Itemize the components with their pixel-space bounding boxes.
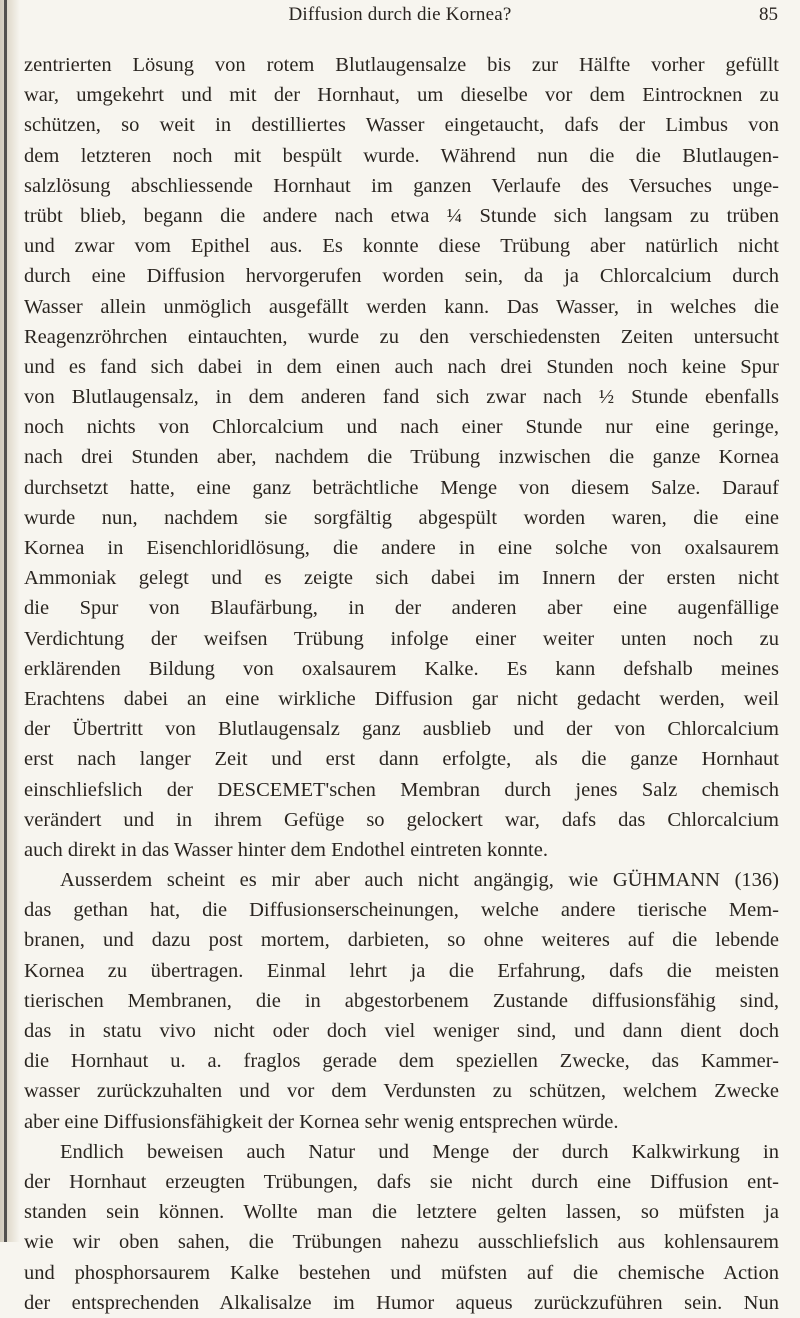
text-line: verändert und in ihrem Gefüge so gelockert war, dafs das Chlorcalcium [24,808,779,831]
text-line: dem letzteren noch mit bespült wurde. Während nun die die Blutlaugen- [24,144,779,167]
text-line: aber eine Diffusionsfähigkeit der Kornea sehr wenig entsprechen würde. [24,1110,619,1133]
text-line: Endlich beweisen auch Natur und Menge der durch Kalkwirkung in [60,1140,779,1163]
text-line: Verdichtung der weifsen Trübung infolge einer weiter unten noch zu [24,627,779,650]
text-line: und phosphorsaurem Kalke bestehen und müfsten auf die chemische Action [24,1261,779,1284]
text-line: durchsetzt hatte, eine ganz beträchtliche Menge von diesem Salze. Darauf [24,476,779,499]
text-line: das gethan hat, die Diffusionserscheinungen, welche andere tierische Mem- [24,899,779,922]
text-line: erst nach langer Zeit und erst dann erfolgte, als die ganze Hornhaut [24,748,779,771]
text-line: schützen, so weit in destilliertes Wasser eingetaucht, dafs der Limbus von [24,114,779,137]
text-line: der Hornhaut erzeugten Trübungen, dafs sie nicht durch eine Diffusion ent- [24,1170,779,1193]
text-line: die Hornhaut u. a. fraglos gerade dem speziellen Zwecke, das Kammer- [24,1050,779,1073]
text-line: der entsprechenden Alkalisalze im Humor aqueus zurückzuführen sein. Nun [24,1291,779,1314]
text-line: das in statu vivo nicht oder doch viel weniger sind, und dann dient doch [24,1020,779,1042]
text-line: branen, und dazu post mortem, darbieten, so ohne weiteres auf die lebende [24,929,779,952]
page-number: 85 [759,4,778,25]
text-line: wurde nun, nachdem sie sorgfältig abgespült worden waren, die eine [24,506,779,529]
text-line: Reagenzröhrchen eintauchten, wurde zu den verschiedensten Zeiten untersucht [24,325,779,348]
binding-gutter [0,0,20,1242]
text-line: wasser zurückzuhalten und vor dem Verdunsten zu schützen, welchem Zwecke [24,1080,779,1103]
text-line: und zwar vom Epithel aus. Es konnte diese Trübung aber natürlich nicht [24,235,779,258]
text-line: Wasser allein unmöglich ausgefällt werden kann. Das Wasser, in welches die [24,295,779,318]
text-line: noch nichts von Chlorcalcium und nach einer Stunde nur eine geringe, [24,416,779,439]
text-line: und es fand sich dabei in dem einen auch nach drei Stunden noch keine Spur [24,355,779,378]
running-title: Diffusion durch die Kornea? [288,4,512,25]
page-header [22,4,778,34]
text-line: durch eine Diffusion hervorgerufen worden sein, da ja Chlorcalcium durch [24,265,779,288]
text-line: wie wir oben sahen, die Trübungen nahezu ausschliefslich aus kohlensaurem [24,1231,779,1254]
text-line: standen sein können. Wollte man die letztere gelten lassen, so müfsten ja [24,1201,779,1224]
text-line: Ammoniak gelegt und es zeigte sich dabei im Innern der ersten nicht [24,567,779,590]
text-line: Erachtens dabei an eine wirkliche Diffusion gar nicht gedacht werden, weil [24,687,779,710]
text-line: Kornea zu übertragen. Einmal lehrt ja die Erfahrung, dafs die meisten [24,959,779,982]
text-line: war, umgekehrt und mit der Hornhaut, um dieselbe vor dem Eintrocknen zu [24,84,779,107]
body-text [24,50,779,1318]
text-line: nach drei Stunden aber, nachdem die Trübung inzwischen die ganze Kornea [24,446,779,469]
text-line: Ausserdem scheint es mir aber auch nicht angängig, wie GÜHMANN (136) [60,869,779,892]
text-line: erklärenden Bildung von oxalsaurem Kalke. Es kann defshalb meines [24,657,779,680]
text-line: von Blutlaugensalz, in dem anderen fand sich zwar nach ½ Stunde ebenfalls [24,386,779,409]
text-line: Kornea in Eisenchloridlösung, die andere in eine solche von oxalsaurem [24,537,779,559]
text-line: der Übertritt von Blutlaugensalz ganz ausblieb und der von Chlorcalcium [24,718,779,741]
text-line: trübt blieb, begann die andere nach etwa ¼ Stunde sich langsam zu trüben [24,204,779,227]
text-line: auch direkt in das Wasser hinter dem Endothel eintreten konnte. [24,838,548,861]
binding-edge-line [4,0,7,1242]
text-line: zentrierten Lösung von rotem Blutlaugensalze bis zur Hälfte vorher gefüllt [24,54,779,76]
text-line: einschliefslich der DESCEMET'schen Membran durch jenes Salz chemisch [24,778,779,801]
text-line: salzlösung abschliessende Hornhaut im ganzen Verlaufe des Versuches unge- [24,174,779,197]
text-line: die Spur von Blaufärbung, in der anderen aber eine augenfällige [24,597,779,620]
text-line: tierischen Membranen, die in abgestorbenem Zustande diffusionsfähig sind, [24,989,779,1012]
